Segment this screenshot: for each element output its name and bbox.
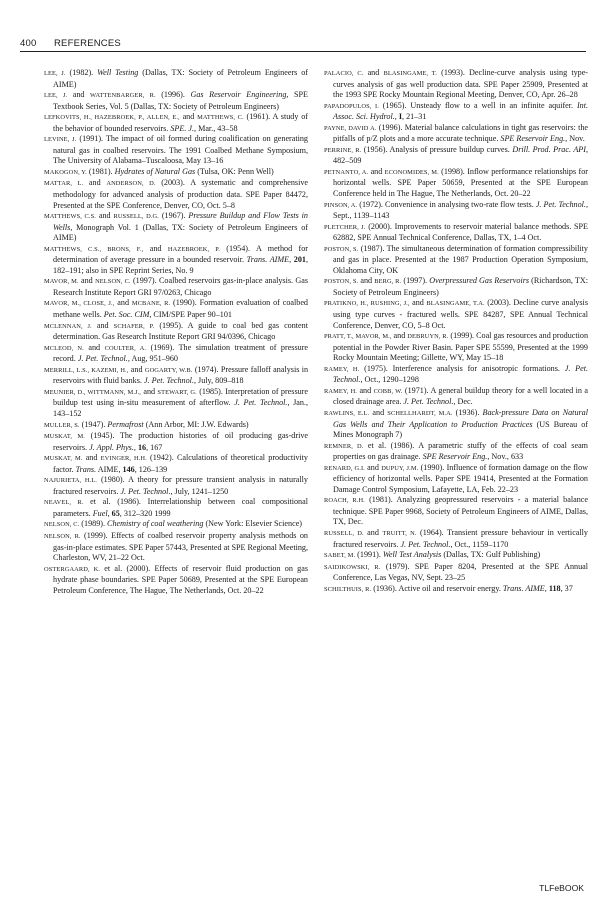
reference-entry: PINSON, A. (1972). Convenience in analysing two-rate flow tests. J. Pet. Technol., Sept., 1139–1143 bbox=[324, 199, 588, 221]
reference-entry: MUSKAT, M. and EVINGER, H.H. (1942). Calculations of theoretical productivity factor. Trans. AIME, 146, 126–139 bbox=[44, 453, 308, 474]
reference-entry: MCLEOD, N. and COULTER, A. (1969). The simulation treatment of pressure record. J. Pet. Technol., Aug, 951–960 bbox=[44, 342, 309, 364]
reference-entry: PRATT, T., MAVOR, M., and DEBRUYN, R. (1999). Coal gas resources and production potential in the Powder River Basin. Paper SPE 55599, Presented at the 1999 Rocky Mountain Meeting; Gillette, WY, May 15–18 bbox=[324, 331, 589, 363]
reference-entry: MAVOR, M. and NELSON, C. (1997). Coalbed reservoirs gas-in-place analysis. Gas Research Institute Report GRI 97/0263, Chicago bbox=[44, 276, 309, 297]
reference-entry: LEE, J. (1982). Well Testing (Dallas, TX: Society of Petroleum Engineers of AIME) bbox=[44, 68, 308, 89]
reference-entry: SCHILTHUIS, R. (1936). Active oil and reservoir energy. Trans. AIME, 118, 37 bbox=[324, 583, 573, 593]
reference-entry: NAJURIETA, H.L. (1980). A theory for pressure transient analysis in naturally fractured reservoirs. J. Pet. Technol., July, 1241–1250 bbox=[44, 475, 308, 496]
reference-entry: MEUNIER, D., WITTMANN, M.J., and STEWART, G. (1985). Interpretation of pressure buildup test using in-situ measurement of afterflow. J. Pet. Technol., Jan., 143–152 bbox=[44, 386, 308, 418]
reference-entry: MAKOGON, Y. (1981). Hydrates of Natural Gas (Tulsa, OK: Penn Well) bbox=[44, 166, 274, 176]
page-number: 400 bbox=[20, 38, 37, 49]
reference-entry: OSTERGAARD, K. et al. (2000). Effects of reservoir fluid production on gas hydrate phase boundaries. SPE Paper 50689, Presented at the SPE European Petroleum Conference, The Hague, The Netherlands, Oct. 20–22 bbox=[44, 563, 308, 595]
section-title: REFERENCES bbox=[54, 38, 121, 49]
reference-entry: LEE, J. and WATTENBARGER, R. (1996). Gas Reservoir Engineering, SPE Textbook Series, Vol. 5 (Dallas, TX: Society of Petroleum Engineers) bbox=[44, 90, 308, 111]
footer-watermark: TLFeBOOK bbox=[539, 883, 584, 893]
reference-entry: RENARD, G.I. and DUPUY, J.M. (1990). Influence of formation damage on the flow efficiency of horizontal wells. Paper SPE 19414, Presented at the Formation Damage Control Symposium, Lafayette, LA, Feb. 22–23 bbox=[324, 462, 588, 494]
reference-entry: PRATIKNO, H., RUSHING, J., and BLASINGAME, T.A. (2003). Decline curve analysis using type curves - fractured wells. SPE 84287, SPE Annual Technical Conference, Denver, CO, 5–8 Oct. bbox=[324, 298, 588, 330]
reference-entry: MCLENNAN, J. and SCHAFER, P. (1995). A guide to coal bed gas content determination. Gas Research Institute Report GRI 94/0396, Chicago bbox=[44, 320, 308, 342]
reference-entry: RAMEY, H. and COBB, W. (1971). A general buildup theory for a well located in a closed drainage area. J. Pet. Technol., Dec. bbox=[324, 385, 589, 407]
reference-entry: PALACIO, C. and BLASINGAME, T. (1993). Decline-curve analysis using type-curves analysis of gas well production data. SPE Paper 25909, Presented at the 1993 SPE Rocky Mountain Regional Meeting, Denver, CO, Apr. 26–28 bbox=[324, 68, 589, 100]
reference-entry: POSTON, S. (1987). The simultaneous determination of formation compressibility and gas in place. Presented at the 1987 Production Operation Symposium, Oklahoma City, OK bbox=[324, 243, 588, 275]
reference-entry: NELSON, R. (1999). Effects of coalbed reservoir property analysis methods on gas-in-place estimates. SPE Paper 57443, Presented at SPE Regional Meeting, Charleston, WV, 21–22 Oct. bbox=[44, 530, 308, 563]
reference-entry: MERRILL, L.S., KAZEMI, H., and GOGARTY, W.B. (1974). Pressure falloff analysis in reservoirs with fluid banks. J. Pet. Technol., July, 809–818 bbox=[44, 364, 309, 386]
reference-entry: ROACH, R.H. (1981). Analyzing geopressured reservoirs - a material balance technique. SPE Paper 9968, Society of Petroleum Engineers of AIME, Dallas, TX, Dec. bbox=[324, 495, 588, 527]
reference-column-right bbox=[324, 68, 588, 595]
reference-entry: LEFKOVITS, H., HAZEBROEK, P., ALLEN, E., and MATTHEWS, C. (1961). A study of the behavior of bounded reservoirs. SPE. J., Mar., 43–58 bbox=[44, 112, 308, 133]
reference-entry: PETNANTO, A. and ECONOMIDES, M. (1998). Inflow performance relationships for horizontal wells. SPE Paper 50659, Presented at the SPE European Conference held in The Hague, The Netherlands, Oct. 20–22 bbox=[324, 166, 588, 199]
reference-entry: MULLER, S. (1947). Permafrost (Ann Arbor, MI: J.W. Edwards) bbox=[44, 419, 249, 429]
reference-entry: MUSKAT, M. (1945). The production histories of oil producing gas-drive reservoirs. J. Appl. Phys., 16, 167 bbox=[44, 431, 308, 452]
reference-entry: SAIDIKOWSKI, R. (1979). SPE Paper 8204, Presented at the SPE Annual Conference, Las Vegas, NV, Sept. 23–25 bbox=[324, 561, 588, 583]
reference-entry: MATTHEWS, C.S., BRONS, F., and HAZEBROEK, P. (1954). A method for determination of average pressure in a bounded reservoir. Trans. AIME, 201, 182–191; also in SPE Reprint Series, No. 9 bbox=[44, 243, 309, 275]
header-rule bbox=[20, 51, 586, 52]
reference-entry: MATTAR, L. and ANDERSON, D. (2003). A systematic and comprehensive methodology for advanced analysis of production data. SPE Paper 84472, Presented at the SPE Conference, Denver, CO, Oct. 5–8 bbox=[44, 178, 309, 210]
reference-entry: NELSON, C. (1989). Chemistry of coal weathering (New York: Elsevier Science) bbox=[44, 519, 303, 529]
reference-entry: PAYNE, DAVID A. (1996). Material balance calculations in tight gas reservoirs: the pitfalls of p/Z plots and a more accurate technique. SPE Reservoir Eng., Nov. bbox=[324, 122, 588, 144]
reference-entry: PERRINE, R. (1956). Analysis of pressure buildup curves. Drill. Prod. Prac. API, 482–509 bbox=[324, 144, 588, 166]
reference-entry: PLETCHER, J. (2000). Improvements to reservoir material balance methods. SPE 62882, SPE Annual Technical Conference, Dallas, TX, 1–4 Oct. bbox=[324, 221, 589, 243]
reference-entry: SABET, M. (1991). Well Test Analysis (Dallas, TX: Gulf Publishing) bbox=[324, 550, 541, 560]
reference-entry: MAVOR, M., CLOSE, J., and MCBANE, R. (1990). Formation evaluation of coalbed methane wells. Pet. Soc. CIM, CIM/SPE Paper 90–101 bbox=[44, 298, 308, 320]
reference-entry: REMNER, D. et al. (1986). A parametric stuffy of the effects of coal seam properties on gas drainage. SPE Reservoir Eng., Nov., 633 bbox=[324, 440, 589, 462]
reference-entry: RUSSELL, D. and TRUITT, N. (1964). Transient pressure behaviour in vertically fractured reservoirs. J. Pet. Technol., Oct., 1159–1170 bbox=[324, 527, 588, 549]
reference-entry: LEVINE, J. (1991). The impact of oil formed during coalification on generating natural gas in coalbed reservoirs. The 1991 Coalbed Methane Symposium, The University of Alabama–Tuscaloosa, May 13–16 bbox=[44, 134, 308, 166]
reference-column-left bbox=[44, 68, 308, 596]
reference-entry: POSTON, S. and BERG, R. (1997). Overpressured Gas Reservoirs (Richardson, TX: Society of Petroleum Engineers) bbox=[324, 276, 588, 297]
reference-entry: NEAVEL, R. et al. (1986). Interrelationship between coal compositional parameters. Fuel, 65, 312–320 1999 bbox=[44, 497, 308, 518]
reference-entry: MATTHEWS, C.S. and RUSSELL, D.G. (1967). Pressure Buildup and Flow Tests in Wells, Monograph Vol. 1 (Dallas, TX: Society of Petroleum Engineers of AIME) bbox=[44, 211, 308, 243]
reference-entry: RAWLINS, E.L. and SCHELLHARDT, M.A. (1936). Back-pressure Data on Natural Gas Wells and Their Application to Production Practices (US Bureau of Mines Monograph 7) bbox=[324, 407, 588, 440]
reference-entry: RAMEY, H. (1975). Interference analysis for anisotropic formations. J. Pet. Technol., Oct., 1290–1298 bbox=[324, 363, 589, 385]
reference-entry: PAPADOPULOS, I. (1965). Unsteady flow to a well in an infinite aquifer. Int. Assoc. Sci. Hydrol., I, 21–31 bbox=[324, 100, 588, 122]
running-header bbox=[20, 38, 586, 52]
